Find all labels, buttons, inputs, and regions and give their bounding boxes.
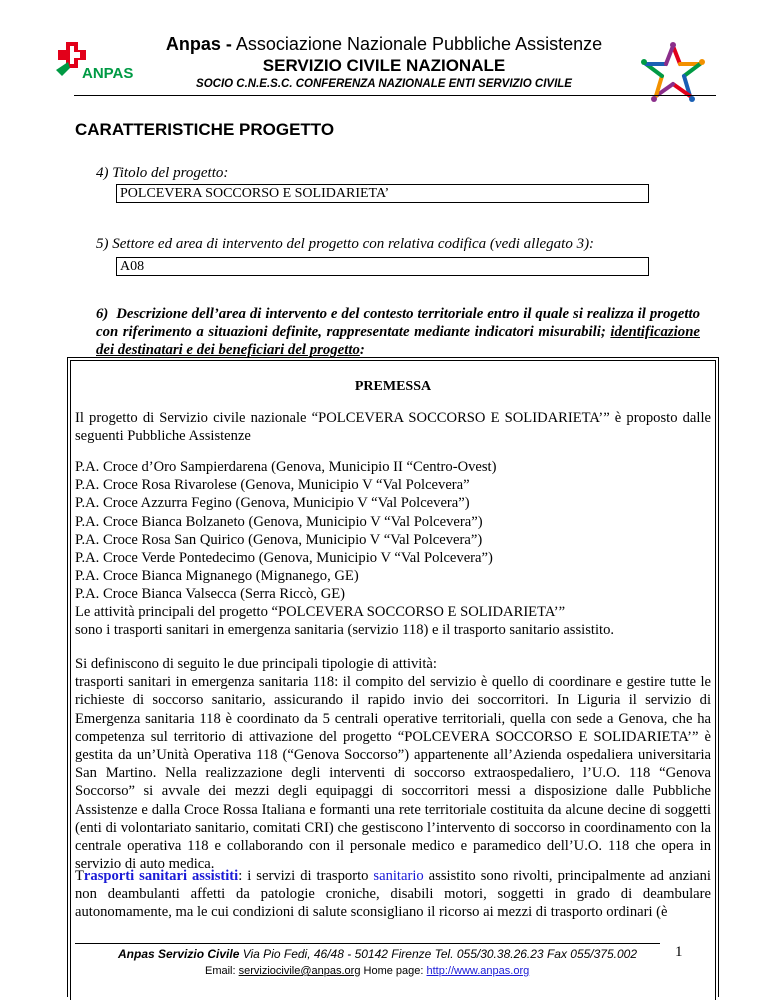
footer-email-link[interactable]: serviziocivile@anpas.org xyxy=(238,965,361,977)
associations-list xyxy=(75,458,711,604)
association-item: P.A. Croce Azzurra Fegino (Genova, Municipio V “Val Polcevera”) xyxy=(75,495,470,512)
association-item: P.A. Croce Verde Pontedecimo (Genova, Municipio V “Val Polcevera”) xyxy=(75,550,493,567)
page-number: 1 xyxy=(675,944,683,960)
activities-line-2: sono i trasporti sanitari in emergenza sanitaria (servizio 118) e il trasporto sanitario assistito. xyxy=(75,622,615,639)
association-item: P.A. Croce Bianca Valsecca (Serra Riccò, GE) xyxy=(75,586,346,603)
sector-code-field: A08 xyxy=(116,257,649,276)
activities-paragraph xyxy=(75,603,711,639)
q6-number: 6) xyxy=(96,306,109,322)
footer-divider xyxy=(75,943,660,944)
q6-text: Descrizione dell’area di intervento e del contesto territoriale entro il quale si realizza il progetto con riferimento a situazioni definite, rappresentate mediante indicatori misurabili; xyxy=(96,306,700,340)
premessa-heading: PREMESSA xyxy=(354,379,432,394)
typology-118: trasporti sanitari in emergenza sanitaria 118: il compito del servizio è quello di coordinare e gestire tutte le richieste di soccorso sanitario, assicurando il rapido invio dei soccorritori. In Liguria il servizio di Emergenza sanitaria 118 è coordinato da 5 centrali operative territoriali, quella con sede a Genova, che ha competenza sul territorio di attivazione del progetto “POLCEVERA SOCCORSO E SOLIDARIETA’” è gestita da un’Unità Operativa 118 (“Genova Soccorso”) appartenente all’Azienda ospedaliera universitaria San Martino. Nella realizzazione degli interventi di soccorso extraospedaliero, l’U.O. 118 “Genova Soccorso” si avvale dei mezzi degli equipaggi di soccorritori messi a disposizione dalle Pubbliche Assistenze e dalla Croce Rossa Italiana e formanti una rete territoriale costituita da alcune decine di soggetti (enti di volontariato sanitario, comitati CRI) che gestiscono l’intervento di soccorso in coordinamento con la centrale operativa 118 e collaborando con il personale medico e paramedico dell’U.O. 118 che opera in servizio di auto medica. xyxy=(75,674,711,873)
assisted-transport-paragraph xyxy=(75,867,711,922)
q4-label: 4) Titolo del progetto: xyxy=(96,165,229,181)
association-item: P.A. Croce Rosa Rivarolese (Genova, Municipio V “Val Polcevera” xyxy=(75,477,470,494)
assisted-text-a: : i servizi di trasporto xyxy=(238,868,374,884)
header-org-full: Associazione Nazionale Pubbliche Assistenze xyxy=(231,34,603,54)
page-title: CARATTERISTICHE PROGETTO xyxy=(75,120,335,139)
assisted-word: sanitario xyxy=(373,868,424,884)
header-service-title: SERVIZIO CIVILE NAZIONALE xyxy=(262,56,506,75)
typologies-intro: Si definiscono di seguito le due principali tipologie di attività: xyxy=(75,656,437,672)
association-item: P.A. Croce d’Oro Sampierdarena (Genova, Municipio II “Centro-Ovest) xyxy=(75,459,497,475)
header-divider xyxy=(74,95,716,96)
footer-home-link[interactable]: http://www.anpas.org xyxy=(426,965,530,977)
footer-email-label: Email: xyxy=(205,965,239,977)
association-item: P.A. Croce Rosa San Quirico (Genova, Municipio V “Val Polcevera”) xyxy=(75,531,483,548)
assisted-title: rasporti sanitari assistiti xyxy=(83,868,239,884)
activities-line-1: Le attività principali del progetto “POLCEVERA SOCCORSO E SOLIDARIETA’” xyxy=(75,604,566,620)
header-org xyxy=(0,34,768,55)
header-member-line: SOCIO C.N.E.S.C. CONFERENZA NAZIONALE ENTI SERVIZIO CIVILE xyxy=(196,78,572,90)
assisted-text-b: assistito sono rivolti, principalmente ad anziani non deambulanti affetti da patologie croniche, disabili motori, soggetti in grado di deambulare autonomamente, ma le cui condizioni di salute sconsigliano il ricorso ai mezzi di trasporto ordinari (è xyxy=(75,868,711,921)
intro-paragraph: Il progetto di Servizio civile nazionale “POLCEVERA SOCCORSO E SOLIDARIETA’” è proposto dalle seguenti Pubbliche Assistenze xyxy=(75,410,711,445)
anpas-logo-text: ANPAS xyxy=(82,65,134,82)
footer-address xyxy=(118,947,637,961)
q6-colon: : xyxy=(359,342,365,358)
q6-underlined: identificazione dei destinatari e dei beneficiari del progetto xyxy=(96,324,700,358)
typologies-paragraph xyxy=(75,655,711,873)
association-item: P.A. Croce Bianca Bolzaneto (Genova, Municipio V “Val Polcevera”) xyxy=(75,513,483,530)
footer-home-label: Home page: xyxy=(360,965,427,977)
footer-contacts xyxy=(205,965,529,977)
header-org-short: Anpas - xyxy=(165,34,232,54)
assisted-first-letter: T xyxy=(75,868,84,884)
q5-label: 5) Settore ed area di intervento del progetto con relativa codifica (vedi allegato 3): xyxy=(96,236,595,252)
footer-org: Anpas Servizio Civile xyxy=(118,947,240,961)
q6-description xyxy=(96,305,700,359)
association-item: P.A. Croce Bianca Mignanego (Mignanego, GE) xyxy=(75,568,359,585)
project-title-field: POLCEVERA SOCCORSO E SOLIDARIETA’ xyxy=(116,184,649,203)
footer-address-text: Via Pio Fedi, 46/48 - 50142 Firenze Tel. 055/30.38.26.23 Fax 055/375.002 xyxy=(239,947,638,961)
